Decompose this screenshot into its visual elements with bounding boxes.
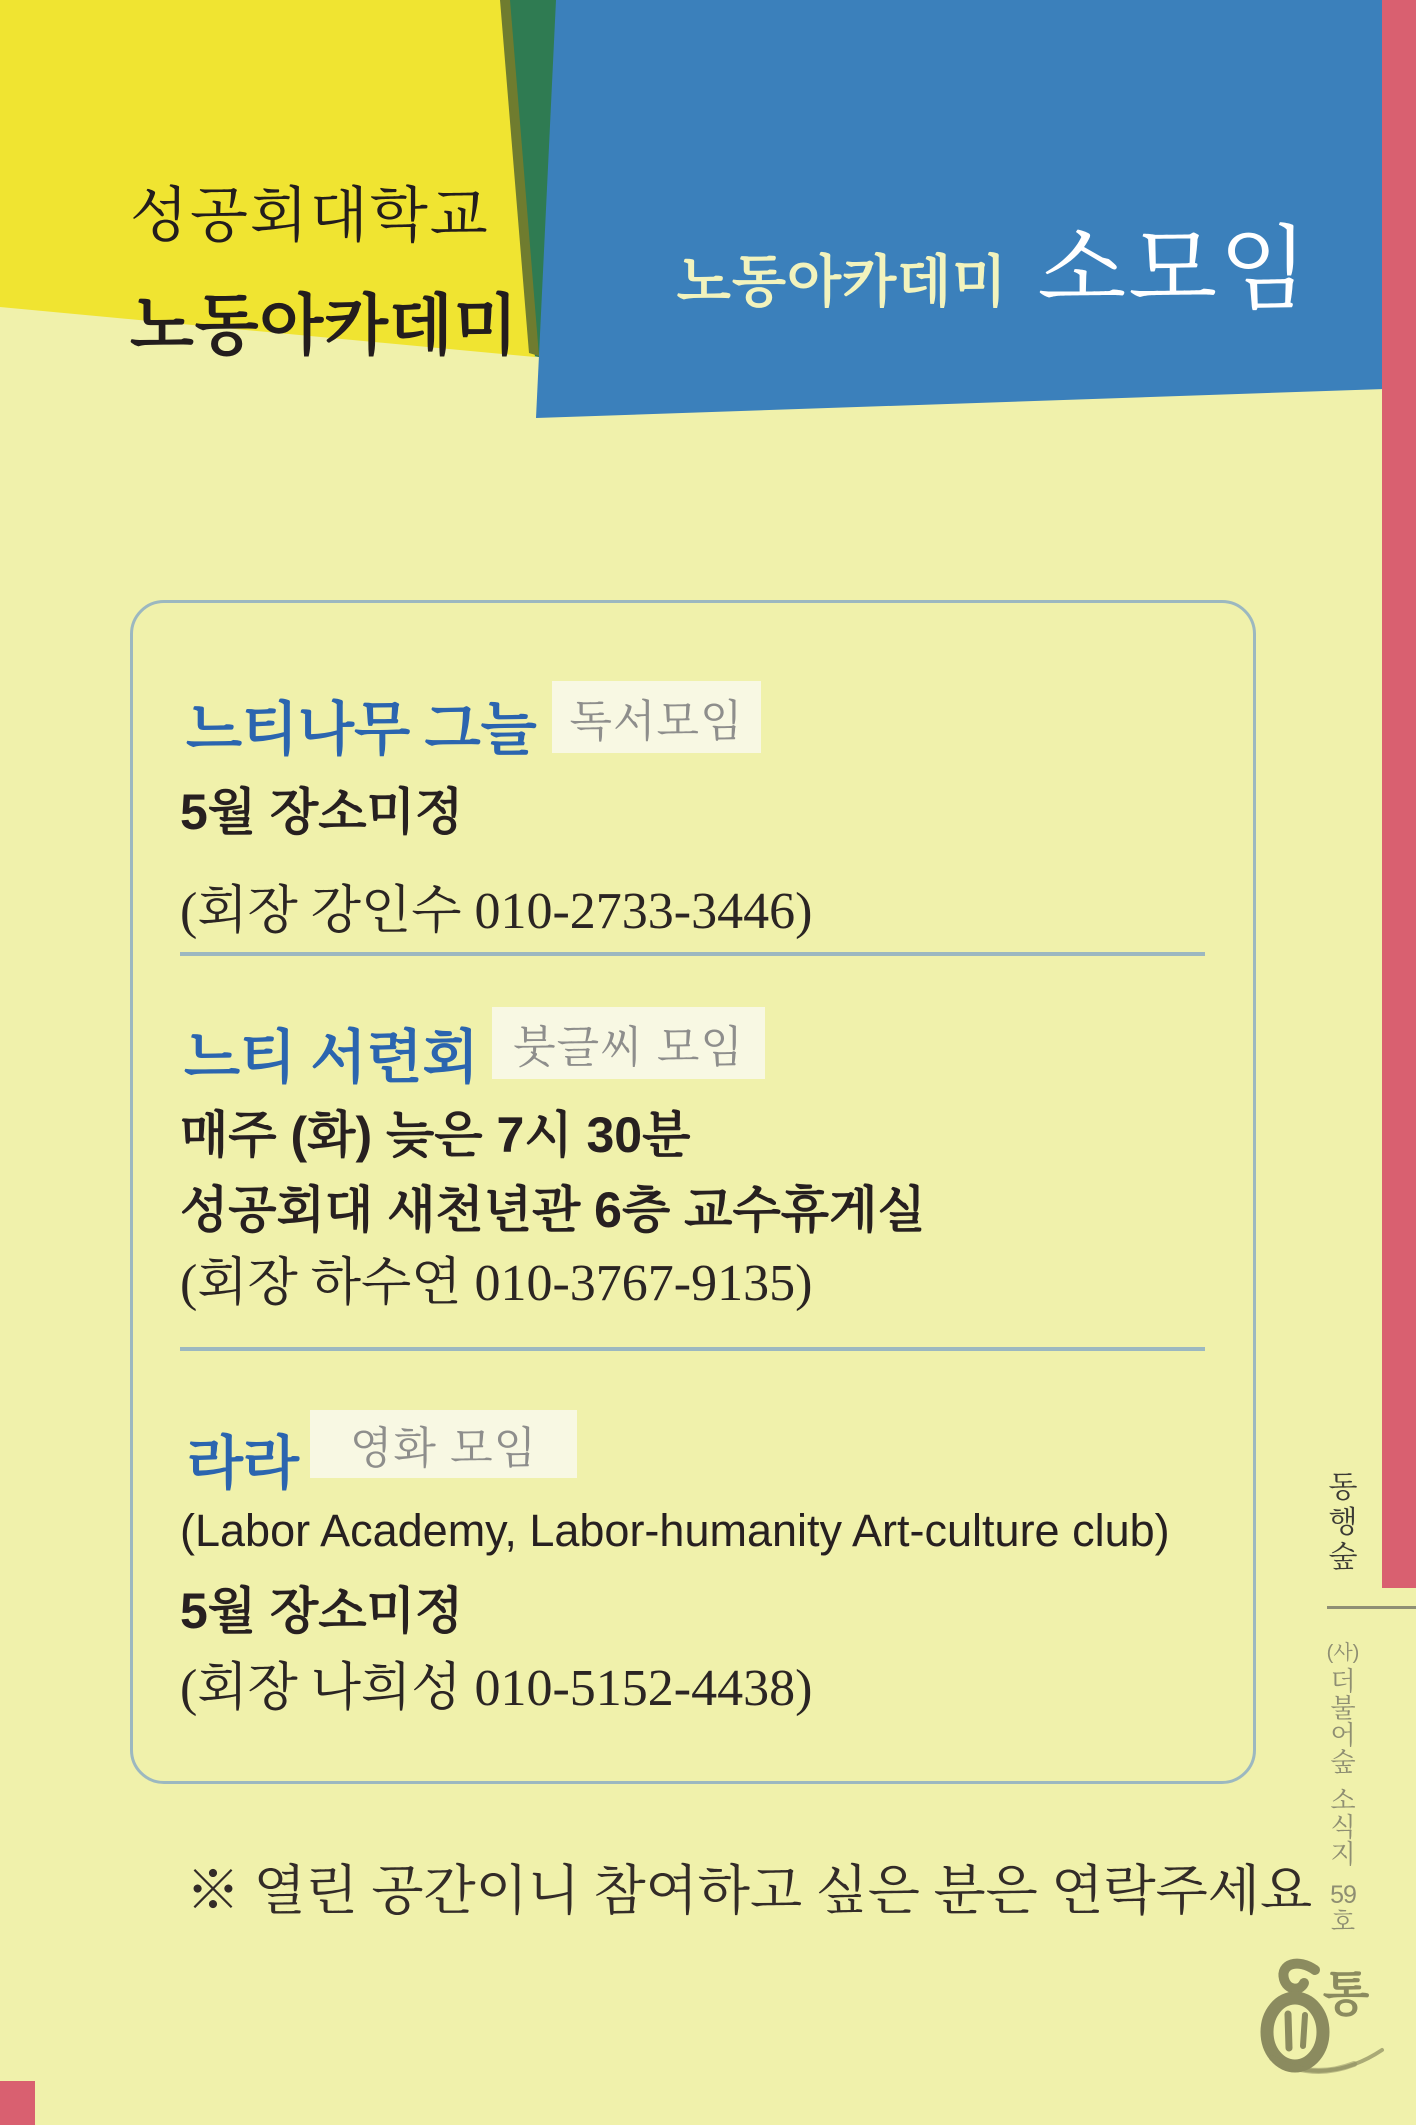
tong-stamp-icon [1258, 1952, 1398, 2087]
group-1-contact: (회장 강인수 010-2733-3446) [180, 883, 813, 940]
group-3-line1: 5월 장소미정 [180, 1583, 464, 1639]
sidebar-pub-char: 어 [1330, 1720, 1356, 1750]
sidebar-pub-char: 더 [1330, 1666, 1356, 1696]
stamp-character: 통 [1322, 1968, 1370, 2021]
group-1-line1: 5월 장소미정 [180, 784, 464, 840]
group-3-badge: 영화 모임 [310, 1410, 577, 1478]
sidebar-brand-char: 동 [1328, 1471, 1358, 1504]
university-name: 성공회대학교 [130, 182, 490, 249]
sidebar-org-prefix: (사) [1326, 1642, 1360, 1664]
sidebar-pub-char: 지 [1330, 1839, 1356, 1869]
group-3-title: 라라 [187, 1431, 300, 1496]
sidebar-pub-char: 숲 [1330, 1747, 1356, 1777]
group-2-line2: 성공회대 새천년관 6층 교수휴게실 [180, 1182, 926, 1238]
group-1-title: 느티나무 그늘 [186, 697, 537, 762]
group-3-contact: (회장 나희성 010-5152-4438) [180, 1660, 813, 1717]
sidebar-brand-char: 숲 [1328, 1541, 1358, 1574]
bottom-left-accent [0, 2081, 35, 2125]
group-2-contact: (회장 하수연 010-3767-9135) [180, 1255, 813, 1312]
open-invitation-note: ※ 열린 공간이니 참여하고 싶은 분은 연락주세요 [186, 1861, 1313, 1921]
banner-main-title: 소모임 [1037, 219, 1310, 321]
sidebar-pub-char: 식 [1330, 1812, 1356, 1842]
group-2-badge: 붓글씨 모임 [492, 1007, 765, 1079]
group-1-badge: 독서모임 [552, 681, 761, 753]
sidebar-brand-char: 행 [1328, 1506, 1358, 1539]
group-2-line1: 매주 (화) 늦은 7시 30분 [180, 1107, 691, 1163]
banner-title-row [677, 196, 1310, 328]
group-3-line0: (Labor Academy, Labor-humanity Art-culture club) [180, 1505, 1170, 1556]
sidebar-divider [1327, 1606, 1416, 1609]
sidebar-publication [1320, 1640, 1366, 1936]
banner-prefix-text: 노동아카데미 [676, 250, 1008, 313]
right-red-strip [1382, 0, 1416, 1588]
sidebar-issue-number: 59 [1330, 1881, 1356, 1909]
program-name: 노동아카데미 [130, 288, 519, 362]
sidebar-brand [1322, 1470, 1364, 1575]
sidebar-pub-char: 불 [1330, 1693, 1356, 1723]
sidebar-pub-char: 소 [1330, 1785, 1356, 1815]
section-divider [180, 1347, 1205, 1351]
group-2-title: 느티 서련회 [184, 1025, 479, 1090]
sidebar-issue-suffix: 호 [1330, 1908, 1356, 1936]
section-divider [180, 952, 1205, 956]
